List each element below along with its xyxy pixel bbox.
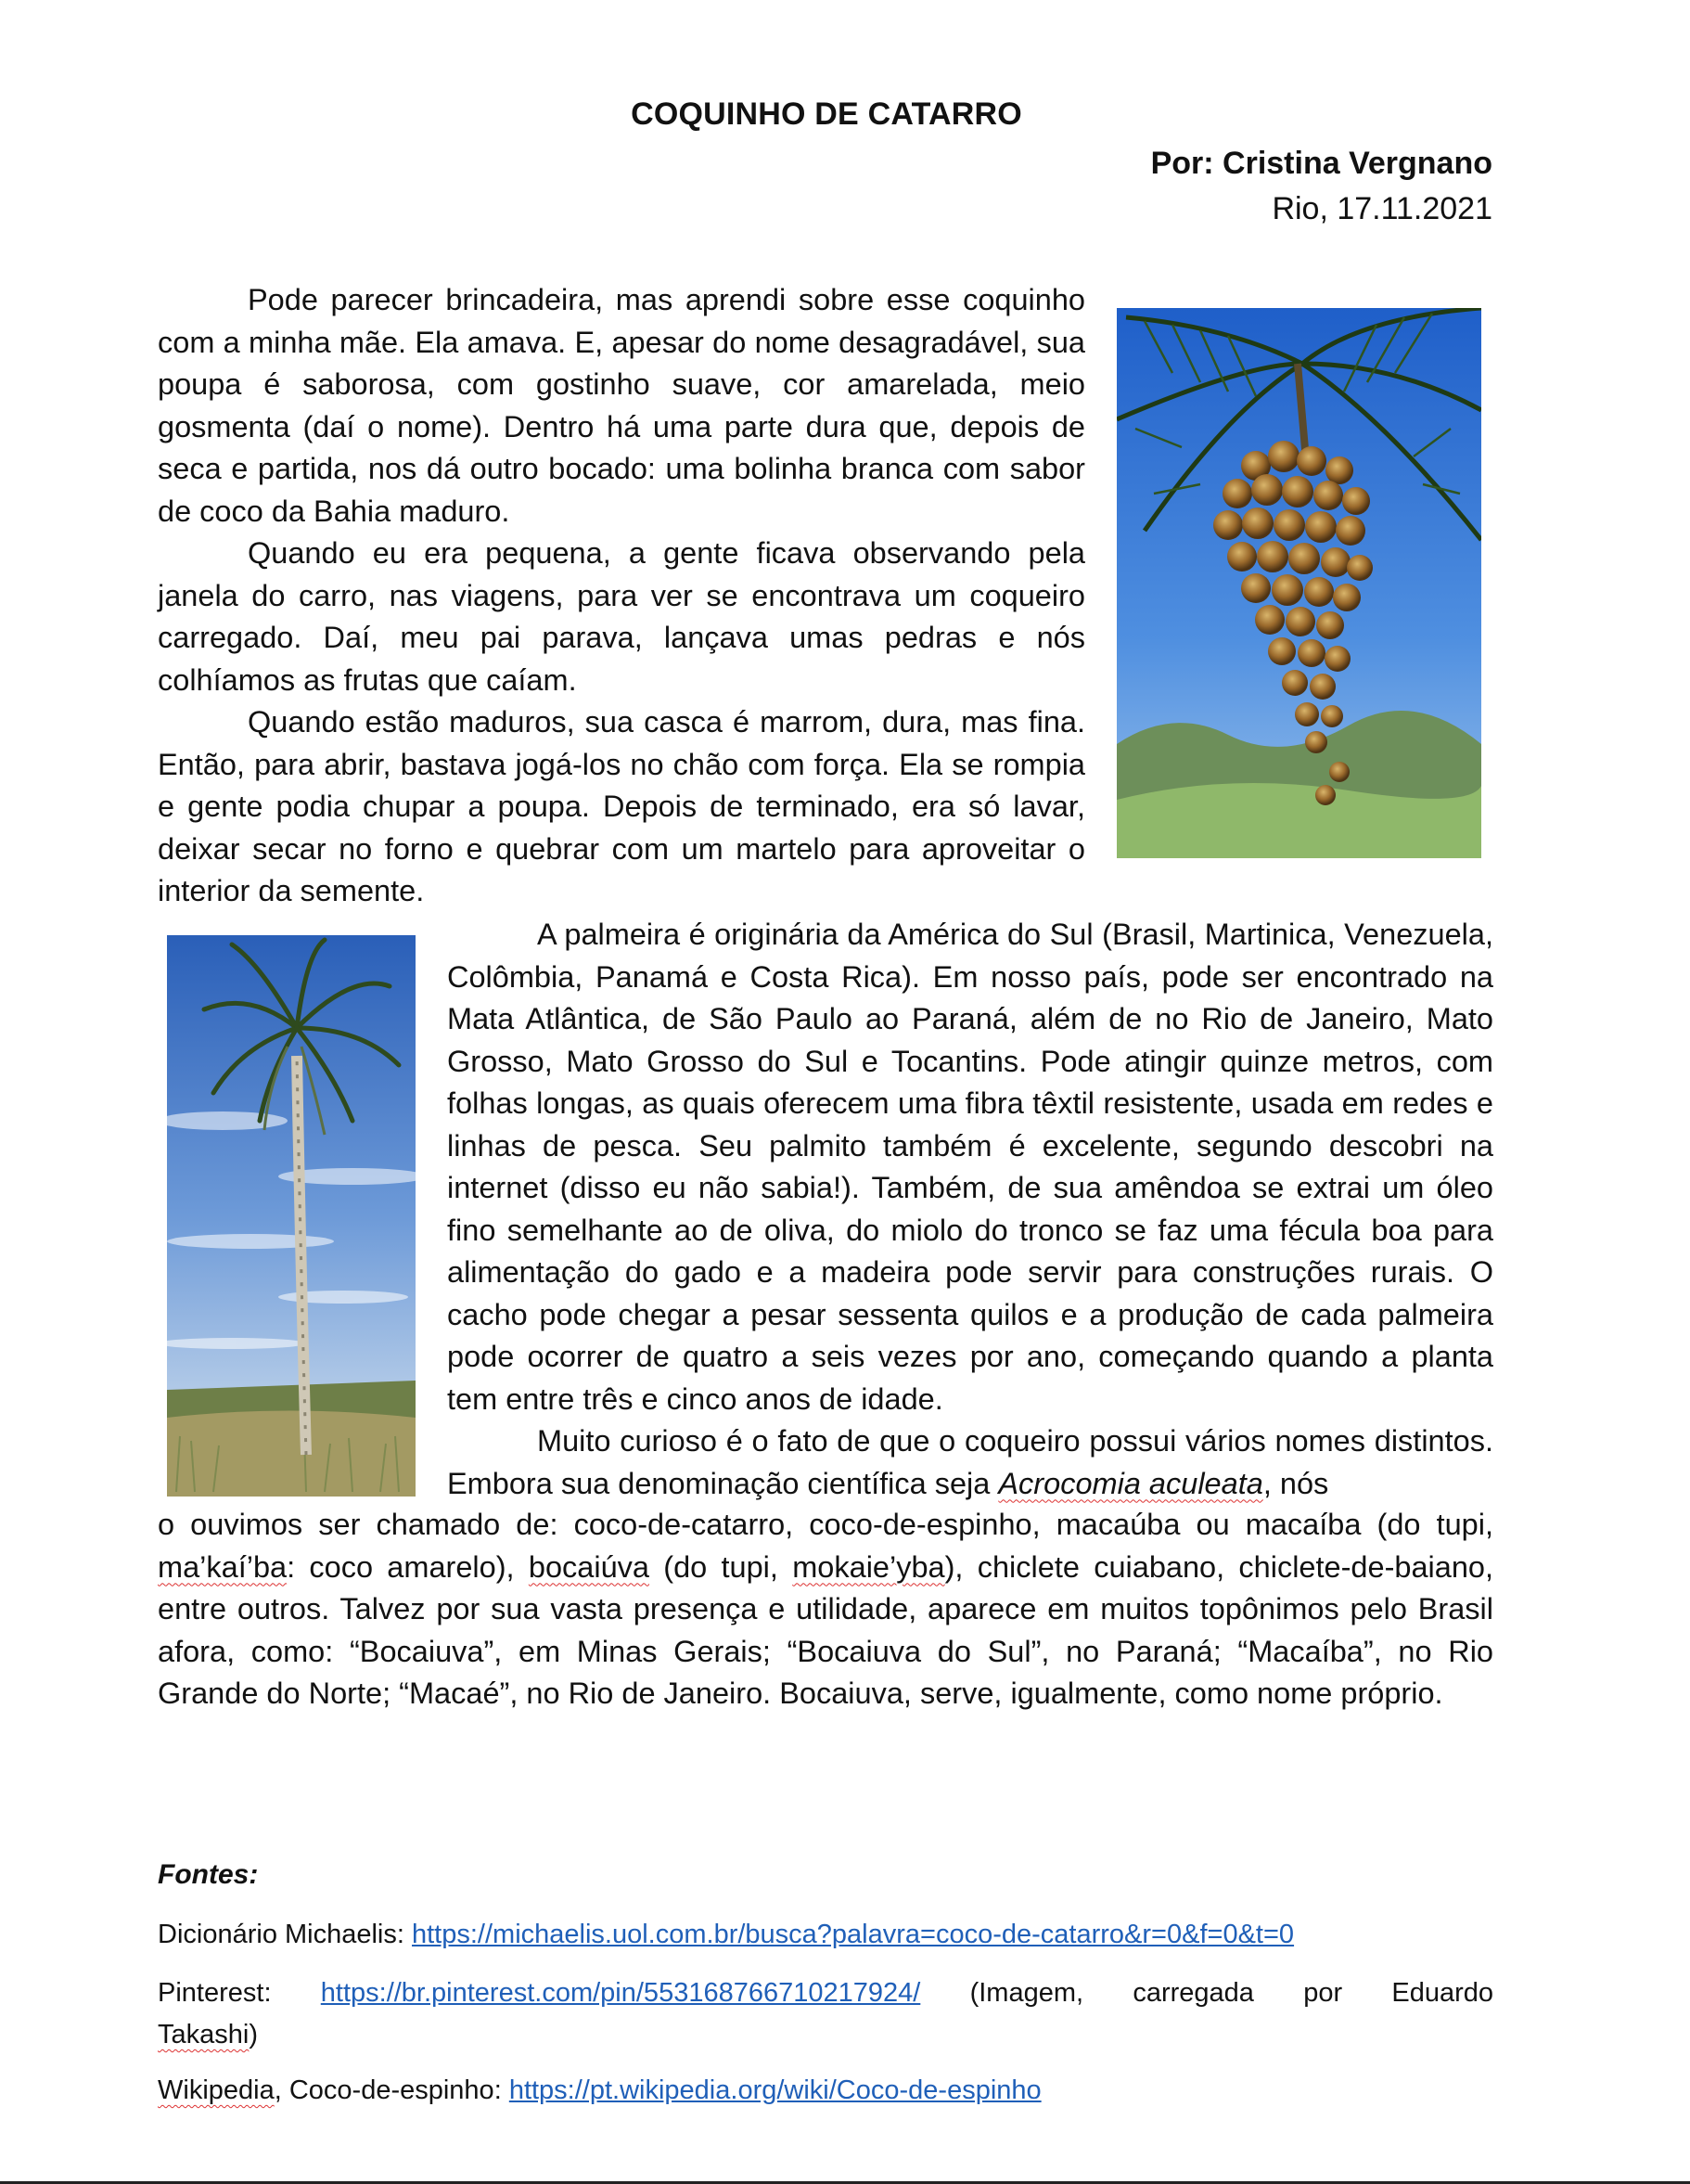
michaelis-link[interactable]: https://michaelis.uol.com.br/busca?palavra=coco-de-catarro&r=0&f=0&t=0 (412, 1920, 1295, 1949)
palm-fruit-image (1117, 308, 1481, 858)
paragraph-1: Pode parecer brincadeira, mas aprendi sobre esse coquinho com a minha mãe. Ela amava. E, apesar do nome desagradável, sua poupa é saborosa, com gostinho suave, cor amarelada, meio gosmenta (daí o nome). Dentro há uma parte dura que, depois de seca e partida, nos dá outro bocado: uma bolinha branca com sabor de coco da Bahia maduro. (158, 283, 1085, 528)
author-line: Por: Cristina Vergnano (1150, 146, 1492, 181)
pinterest-note-end: ) (249, 2020, 258, 2049)
source-pinterest-continued (158, 2014, 258, 2056)
pinterest-note-a: (Imagem, (969, 1978, 1084, 2008)
paragraph-2: Quando eu era pequena, a gente ficava observando pela janela do carro, nas viagens, para ver se encontrava um coqueiro carregado. Daí, meu pai parava, lançava umas pedras e nós colhíamos as frutas que caíam. (158, 536, 1085, 697)
origin-text-block (447, 914, 1493, 1505)
source-wikipedia (158, 2070, 1042, 2112)
names-text-block (158, 1504, 1493, 1715)
wikipedia-label: Wikipedia (158, 2075, 275, 2105)
paragraph-3: Quando estão maduros, sua casca é marrom, dura, mas fina. Então, para abrir, bastava jogá-los no chão com força. Ela se rompia e gente podia chupar a poupa. Depois de terminado, era só lavar, deixar secar no forno e quebrar com um martelo para aproveitar o interior da semente. (158, 705, 1085, 907)
palm-fruit-photo (1117, 308, 1481, 858)
names-list-start: o ouvimos ser chamado de: coco-de-catarro, coco-de-espinho, macaúba ou macaíba (do tupi, (158, 1508, 1493, 1541)
photographer-name: Takashi (158, 2020, 250, 2049)
intro-text-block (158, 279, 1085, 913)
pinterest-link[interactable]: https://br.pinterest.com/pin/553168766710217924/ (320, 1978, 921, 2008)
source-michaelis (158, 1914, 1294, 1956)
scientific-name: Acrocomia aculeata (998, 1466, 1263, 1500)
paragraph-5-tail: , nós (1262, 1466, 1329, 1500)
wikipedia-label-rest: , Coco-de-espinho: (274, 2075, 502, 2105)
source-label: Dicionário Michaelis: (158, 1920, 404, 1949)
paragraph-4: A palmeira é originária da América do Sul (Brasil, Martinica, Venezuela, Colômbia, Panamá e Costa Rica). Em nosso país, pode ser encontrado na Mata Atlântica, de São Paulo ao Paraná, além de no Rio de Janeiro, Mato Grosso, Mato Grosso do Sul e Tocantins. Pode atingir quinze metros, com folhas longas, as quais oferecem uma fibra têxtil resistente, usada em redes e linhas de pesca. Seu palmito também é excelente, segundo descobri na internet (disso eu não sabia!). Também, de sua amêndoa se extrai um óleo fino semelhante ao de oliva, do miolo do tronco se faz uma fécula boa para alimentação do gado e a madeira pode servir para construções rurais. O cacho pode chegar a pesar sessenta quilos e a produção de cada palmeira pode ocorrer de quatro a seis vezes por ano, começando quando a planta tem entre três e cinco anos de idade. (447, 918, 1493, 1416)
paragraph-5-continued (158, 1504, 1493, 1715)
paragraph-5-start (447, 1420, 1493, 1505)
pinterest-note-b: carregada (1133, 1978, 1254, 2008)
pinterest-note-c: por (1303, 1978, 1343, 2008)
tupi-term-1: ma’kaí’ba (158, 1549, 288, 1584)
palm-tree-photo (167, 935, 416, 1497)
tupi-term-2: bocaiúva (528, 1549, 649, 1584)
tupi-term-3: mokaie’yba (792, 1549, 945, 1584)
paragraph-5-intro: Muito curioso é o fato de que o coqueiro possui vários nomes distintos. Embora sua denominação científica seja (447, 1424, 1493, 1500)
names-list-part-4: (do tupi, (663, 1549, 778, 1584)
document-title: COQUINHO DE CATARRO (631, 96, 1022, 132)
source-label: Pinterest: (158, 1978, 272, 2008)
pinterest-note-d: Eduardo (1391, 1978, 1494, 2008)
source-pinterest (158, 1972, 1493, 2014)
palm-tree-image (167, 935, 416, 1497)
date-line: Rio, 17.11.2021 (1272, 191, 1492, 226)
names-list-part-3: : coco amarelo), (287, 1549, 515, 1584)
sources-heading: Fontes: (158, 1859, 259, 1890)
names-list-end: ), chiclete cuiabano, chiclete-de-baiano, entre outros. Talvez por sua vasta presença e utilidade, aparece em muitos topônimos pelo Brasil afora, como: “Bocaiuva”, em Minas Gerais; “Bocaiuva do Sul”, no Paraná; “Macaíba”, no Rio Grande do Norte; “Macaé”, no Rio de Janeiro. Bocaiuva, serve, igualmente, como nome próprio. (158, 1549, 1494, 1710)
wikipedia-link[interactable]: https://pt.wikipedia.org/wiki/Coco-de-espinho (508, 2075, 1042, 2105)
